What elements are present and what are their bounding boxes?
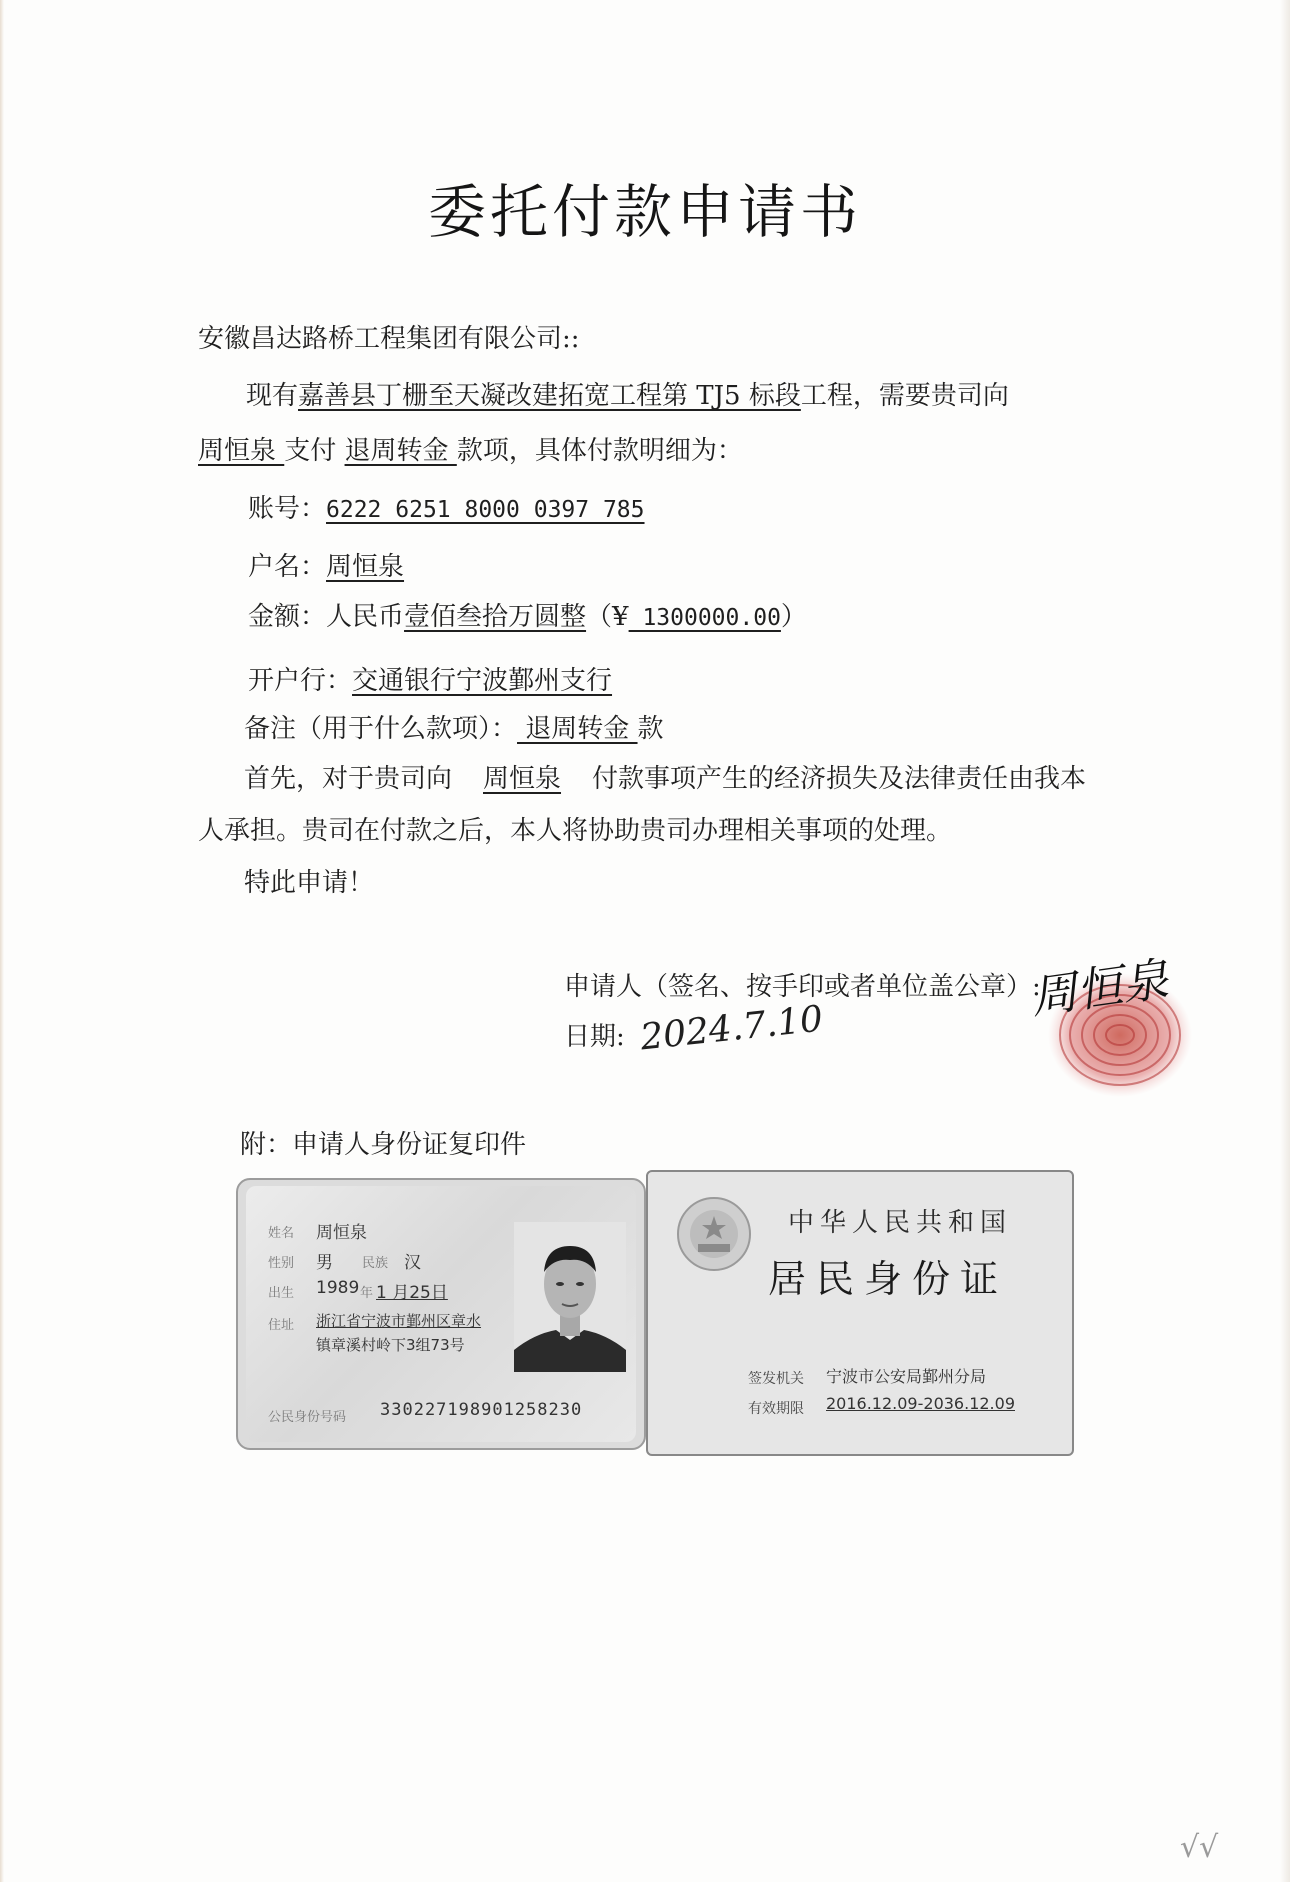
account-row xyxy=(248,492,645,527)
amount-words: 壹佰叁拾万圆整 xyxy=(404,602,587,632)
id-address-label: 住址 xyxy=(268,1318,295,1333)
paragraph-1-line-1 xyxy=(246,379,1009,413)
id-card-front-surface xyxy=(246,1186,636,1442)
remark-row xyxy=(244,712,664,746)
id-back-card-name: 居民身份证 xyxy=(768,1257,1009,1301)
id-back-country: 中华人民共和国 xyxy=(788,1208,1013,1238)
para1-suffix: 款项，具体付款明细为： xyxy=(456,436,743,466)
handwritten-signature: 周恒泉 xyxy=(1027,951,1172,1025)
id-number: 330227198901258230 xyxy=(380,1400,583,1420)
id-sex-label: 性别 xyxy=(268,1256,295,1271)
account-name-row xyxy=(248,550,404,584)
id-number-label: 公民身份号码 xyxy=(268,1410,347,1425)
id-authority-label: 签发机关 xyxy=(748,1371,804,1387)
id-birth-label: 出生 xyxy=(268,1286,295,1301)
addressee: 安徽昌达路桥工程集团有限公司:: xyxy=(198,324,580,354)
id-ethnic-label: 民族 xyxy=(362,1256,389,1271)
para2-prefix: 首先，对于贵司向 xyxy=(244,764,453,794)
amount-label: 金额： xyxy=(248,602,327,632)
project-name: 嘉善县丁栅至天凝改建拓宽工程第 TJ5 标段 xyxy=(298,381,801,411)
pay-word: 支付 xyxy=(284,436,337,466)
bank-row xyxy=(248,664,612,698)
para2-payee: 周恒泉 xyxy=(483,764,562,794)
amount-open: （¥ xyxy=(586,602,629,632)
id-year-unit: 年 xyxy=(360,1286,374,1301)
check-marks: √√ xyxy=(1180,1830,1219,1865)
id-address-line-1: 浙江省宁波市鄞州区章水 xyxy=(316,1312,482,1330)
id-sex: 男 xyxy=(316,1253,333,1273)
id-photo xyxy=(514,1222,626,1372)
account-label: 账号： xyxy=(248,494,327,524)
id-name-label: 姓名 xyxy=(268,1226,295,1241)
id-birth-month-day: 1 月25日 xyxy=(376,1283,448,1303)
id-ethnic: 汉 xyxy=(404,1253,421,1273)
document-title: 委托付款申请书 xyxy=(427,178,862,246)
amount-prefix: 人民币 xyxy=(326,602,405,632)
account-number: 6222 6251 8000 0397 785 xyxy=(326,497,645,523)
para1-prefix: 现有 xyxy=(246,381,299,411)
amount-row xyxy=(248,600,807,635)
payment-purpose: 退周转金 xyxy=(344,436,457,466)
amount-number: 1300000.00 xyxy=(628,605,781,631)
handwritten-date: 2024.7.10 xyxy=(638,998,825,1059)
paper-edge-right xyxy=(1280,0,1290,1882)
payee-name: 周恒泉 xyxy=(198,436,285,466)
bank-name: 交通银行宁波鄞州支行 xyxy=(352,666,613,696)
closing-text: 特此申请！ xyxy=(244,868,375,898)
paragraph-1-line-2 xyxy=(198,434,743,468)
national-emblem-icon xyxy=(674,1194,754,1274)
applicant-label: 申请人（签名、按手印或者单位盖公章）: xyxy=(564,972,1041,1002)
bank-label: 开户行： xyxy=(248,666,353,696)
paper-edge-left xyxy=(0,0,4,1882)
para1-mid: 工程，需要贵司向 xyxy=(800,381,1009,411)
amount-close: ） xyxy=(780,602,807,632)
id-birth-year: 1989 xyxy=(316,1278,360,1298)
date-label: 日期: xyxy=(564,1022,625,1052)
remark-suffix: 款 xyxy=(637,714,664,744)
id-name: 周恒泉 xyxy=(316,1223,367,1243)
remark-value: 退周转金 xyxy=(517,714,638,744)
id-address-line-2: 镇章溪村岭下3组73号 xyxy=(316,1336,465,1354)
id-card-back xyxy=(646,1170,1074,1456)
paragraph-2-line-1 xyxy=(244,762,1086,796)
attachment-label: 附：申请人身份证复印件 xyxy=(240,1130,527,1160)
paragraph-2-line-2: 人承担。贵司在付款之后，本人将协助贵司办理相关事项的处理。 xyxy=(198,816,953,846)
id-validity-label: 有效期限 xyxy=(748,1401,804,1417)
id-card-front xyxy=(236,1178,646,1450)
account-name-label: 户名： xyxy=(248,552,327,582)
para2-suffix: 付款事项产生的经济损失及法律责任由我本 xyxy=(592,764,1087,794)
remark-label: 备注（用于什么款项）： xyxy=(244,714,518,744)
id-validity: 2016.12.09-2036.12.09 xyxy=(826,1394,1015,1413)
id-authority: 宁波市公安局鄞州分局 xyxy=(826,1367,987,1386)
account-name: 周恒泉 xyxy=(326,552,405,582)
